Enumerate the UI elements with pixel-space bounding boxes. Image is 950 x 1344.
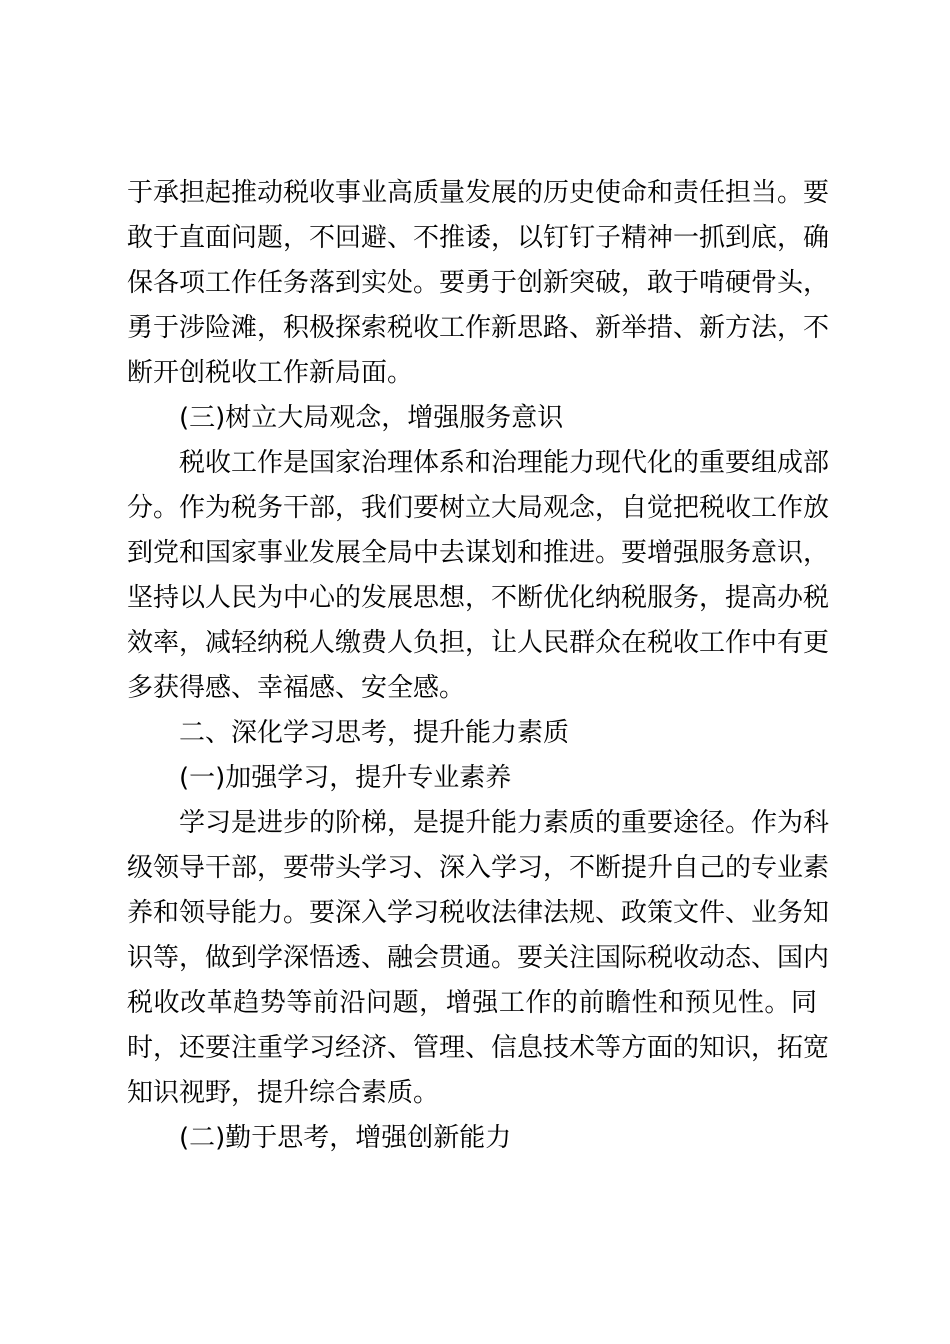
paragraph-line: 税收改革趋势等前沿问题，增强工作的前瞻性和预见性。同 bbox=[127, 988, 817, 1018]
paragraph-line: 保各项工作任务落到实处。要勇于创新突破，敢于啃硬骨头， bbox=[127, 268, 830, 298]
paragraph-line: 级领导干部，要带头学习、深入学习，不断提升自己的专业素 bbox=[127, 853, 830, 883]
paragraph-line: 时，还要注重学习经济、管理、信息技术等方面的知识，拓宽 bbox=[127, 1033, 830, 1063]
section-heading: (三)树立大局观念，增强服务意识 bbox=[179, 403, 564, 433]
document-body bbox=[127, 171, 830, 1161]
paragraph-line: 勇于涉险滩，积极探索税收工作新思路、新举措、新方法，不 bbox=[127, 313, 830, 343]
paragraph-line: 知识视野，提升综合素质。 bbox=[127, 1078, 440, 1108]
paragraph-line: 识等，做到学深悟透、融会贯通。要关注国际税收动态、国内 bbox=[127, 943, 830, 973]
paragraph-line: 敢于直面问题，不回避、不推诿，以钉钉子精神一抓到底，确 bbox=[127, 223, 830, 253]
paragraph-line: 税收工作是国家治理体系和治理能力现代化的重要组成部 bbox=[179, 448, 830, 478]
paragraph-line: 到党和国家事业发展全局中去谋划和推进。要增强服务意识， bbox=[127, 538, 830, 568]
section-heading: (一)加强学习，提升专业素养 bbox=[179, 763, 512, 793]
paragraph-line: 于承担起推动税收事业高质量发展的历史使命和责任担当。要 bbox=[127, 178, 830, 208]
paragraph-line: 学习是进步的阶梯，是提升能力素质的重要途径。作为科 bbox=[179, 808, 830, 838]
paragraph-line: 效率，减轻纳税人缴费人负担，让人民群众在税收工作中有更 bbox=[127, 628, 830, 658]
paragraph-line: 养和领导能力。要深入学习税收法律法规、政策文件、业务知 bbox=[127, 898, 830, 928]
section-heading: (二)勤于思考，增强创新能力 bbox=[179, 1123, 512, 1153]
paragraph-line: 多获得感、幸福感、安全感。 bbox=[127, 673, 466, 703]
paragraph-line: 坚持以人民为中心的发展思想，不断优化纳税服务，提高办税 bbox=[127, 583, 830, 613]
paragraph-line: 分。作为税务干部，我们要树立大局观念，自觉把税收工作放 bbox=[127, 493, 830, 523]
paragraph-line: 断开创税收工作新局面。 bbox=[127, 358, 414, 388]
chapter-heading: 二、深化学习思考，提升能力素质 bbox=[179, 718, 570, 748]
